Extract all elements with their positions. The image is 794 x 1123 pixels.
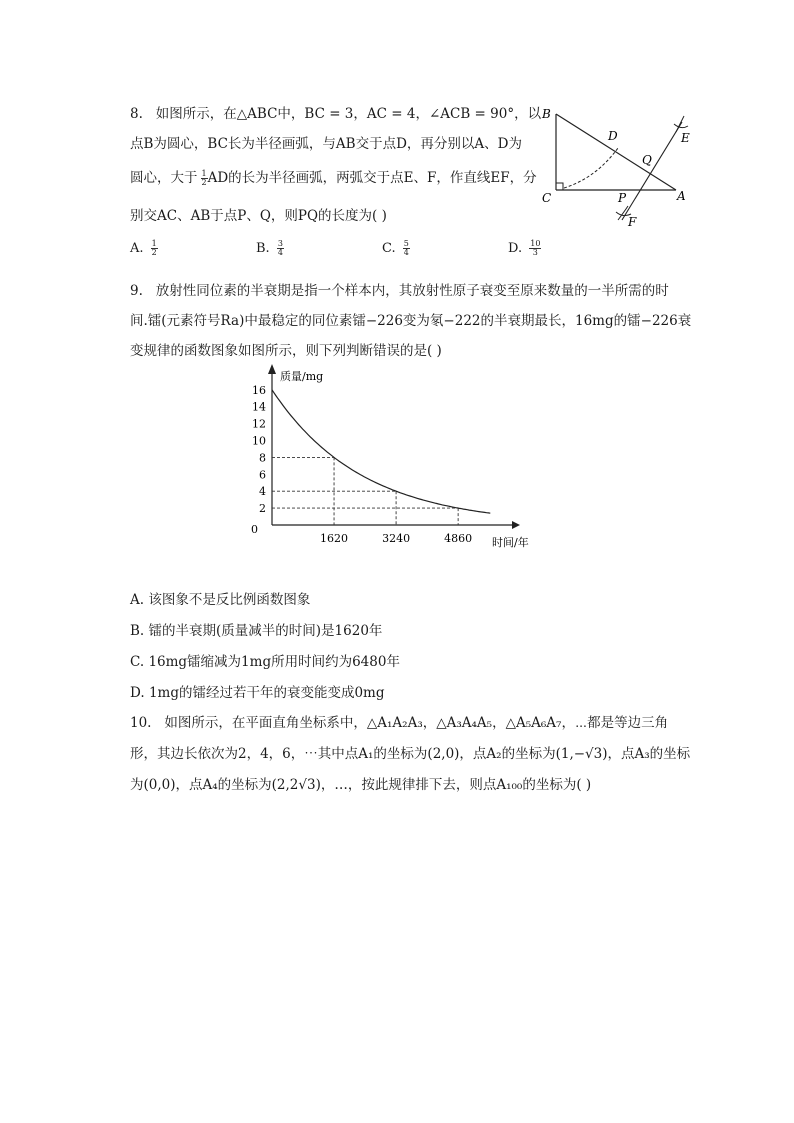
- option-text: 16mg镭缩减为1mg所用时间约为6480年: [148, 654, 400, 670]
- q10-line1-text: 如图所示，在平面直角坐标系中，△A₁A₂A₃，△A₃A₄A₅，△A₅A₆A₇，⋯都是等边三角: [164, 715, 669, 731]
- x-axis-arrow: [512, 521, 520, 529]
- option-letter: C.: [130, 654, 145, 670]
- y-tick-label: 6: [259, 468, 266, 482]
- label-e: E: [681, 131, 690, 145]
- q8-line1: [130, 104, 541, 124]
- segment-ab: [556, 114, 676, 190]
- y-axis-arrow: [268, 364, 276, 374]
- option-letter: C.: [382, 241, 396, 256]
- y-tick-label: 16: [252, 383, 266, 397]
- q8-line3-post: AD的长为半径画弧，两弧交于点E、F，作直线EF，分: [207, 170, 537, 186]
- right-angle-mark: [556, 183, 563, 190]
- q8-frac-num: 1: [201, 169, 207, 178]
- y-tick-label: 8: [259, 451, 266, 465]
- y-tick-label: 14: [252, 400, 266, 414]
- frac-num: 1: [151, 239, 157, 248]
- arc-cd: [564, 148, 618, 188]
- q9-number: 9.: [130, 283, 143, 299]
- label-f: F: [628, 215, 637, 229]
- y-axis-label: 质量/mg: [280, 370, 324, 383]
- option-letter: A.: [130, 592, 145, 608]
- frac-den: 2: [151, 248, 157, 257]
- y-tick-label: 2: [259, 502, 266, 516]
- q8-frac-den: 2: [201, 178, 207, 187]
- frac-num: 10: [530, 239, 541, 248]
- y-tick-label: 10: [252, 434, 266, 448]
- label-b: B: [542, 107, 551, 121]
- option-letter: D.: [508, 241, 523, 256]
- x-tick-label: 4860: [444, 532, 473, 545]
- label-q: Q: [642, 153, 652, 167]
- q8-line1-text: 如图所示，在△ABC中，BC = 3，AC = 4，∠ACB = 90°，以: [155, 106, 542, 122]
- x-tick-label: 3240: [382, 532, 411, 545]
- frac-den: 4: [403, 248, 409, 257]
- q8-option-b[interactable]: [256, 240, 284, 257]
- q10-line3: 为(0,0)，点A₄的坐标为(2,2√3)，…，按此规律排下去，则点A₁₀₀的坐标为( ): [130, 777, 592, 793]
- label-c: C: [542, 191, 552, 205]
- q9-line1: [130, 281, 669, 301]
- frac-num: 3: [277, 239, 283, 248]
- frac-den: 3: [532, 248, 538, 257]
- y-tick-label: 4: [259, 485, 266, 499]
- q9-option-a[interactable]: [130, 588, 310, 608]
- q8-number: 8.: [130, 106, 143, 122]
- y-tick-label: 12: [252, 417, 266, 431]
- decay-curve: [272, 390, 490, 513]
- frac-den: 4: [277, 248, 283, 257]
- arc-mark-e2: [676, 116, 684, 132]
- option-letter: D.: [130, 685, 145, 701]
- q9-line2: 间.镭(元素符号Ra)中最稳定的同位素镭−226变为氡−222的半衰期最长，16mg的镭−226衰: [130, 313, 692, 329]
- x-axis-label: 时间/年: [492, 536, 529, 549]
- q9-line3: 变规律的函数图象如图所示，则下列判断错误的是( ): [130, 343, 442, 359]
- option-text: 1mg的镭经过若干年的衰变能变成0mg: [148, 685, 385, 701]
- label-p: P: [618, 191, 627, 205]
- option-letter: B.: [130, 623, 145, 639]
- origin-label: 0: [251, 523, 258, 536]
- q9-option-c[interactable]: [130, 650, 400, 670]
- label-a: A: [677, 189, 686, 203]
- q8-fraction: [201, 170, 208, 187]
- option-fraction: [151, 240, 158, 257]
- q10-line1: [130, 713, 668, 733]
- q9-option-d[interactable]: [130, 681, 385, 701]
- q10-line2: 形，其边长依次为2，4，6，⋯其中点A₁的坐标为(2,0)，点A₂的坐标为(1,−√3)，点A₃的坐标: [130, 746, 691, 762]
- option-fraction: [403, 240, 410, 257]
- q8-option-a[interactable]: [130, 240, 158, 257]
- q9-option-b[interactable]: [130, 619, 382, 639]
- q10-number: 10.: [130, 715, 152, 731]
- q8-line2: 点B为圆心，BC长为半径画弧，与AB交于点D，再分别以A、D为: [130, 136, 522, 152]
- option-letter: A.: [130, 241, 144, 256]
- q8-line3-pre: 圆心，大于: [130, 170, 198, 186]
- q8-option-d[interactable]: [508, 240, 541, 257]
- option-fraction: [529, 240, 541, 257]
- q8-triangle-figure: [536, 100, 696, 232]
- q8-option-c[interactable]: [382, 240, 410, 257]
- option-letter: B.: [256, 241, 270, 256]
- label-d: D: [608, 129, 618, 143]
- decay-chart: [230, 362, 560, 562]
- q8-line4: 别交AC、AB于点P、Q，则PQ的长度为( ): [130, 208, 387, 224]
- option-text: 镭的半衰期(质量减半的时间)是1620年: [148, 623, 383, 639]
- frac-num: 5: [403, 239, 409, 248]
- option-fraction: [277, 240, 284, 257]
- line-ef: [622, 122, 682, 220]
- q8-line3: [130, 168, 537, 188]
- q9-line1-text: 放射性同位素的半衰期是指一个样本内，其放射性原子衰变至原来数量的一半所需的时: [155, 283, 669, 299]
- option-text: 该图象不是反比例函数图象: [148, 592, 311, 608]
- x-tick-label: 1620: [320, 532, 349, 545]
